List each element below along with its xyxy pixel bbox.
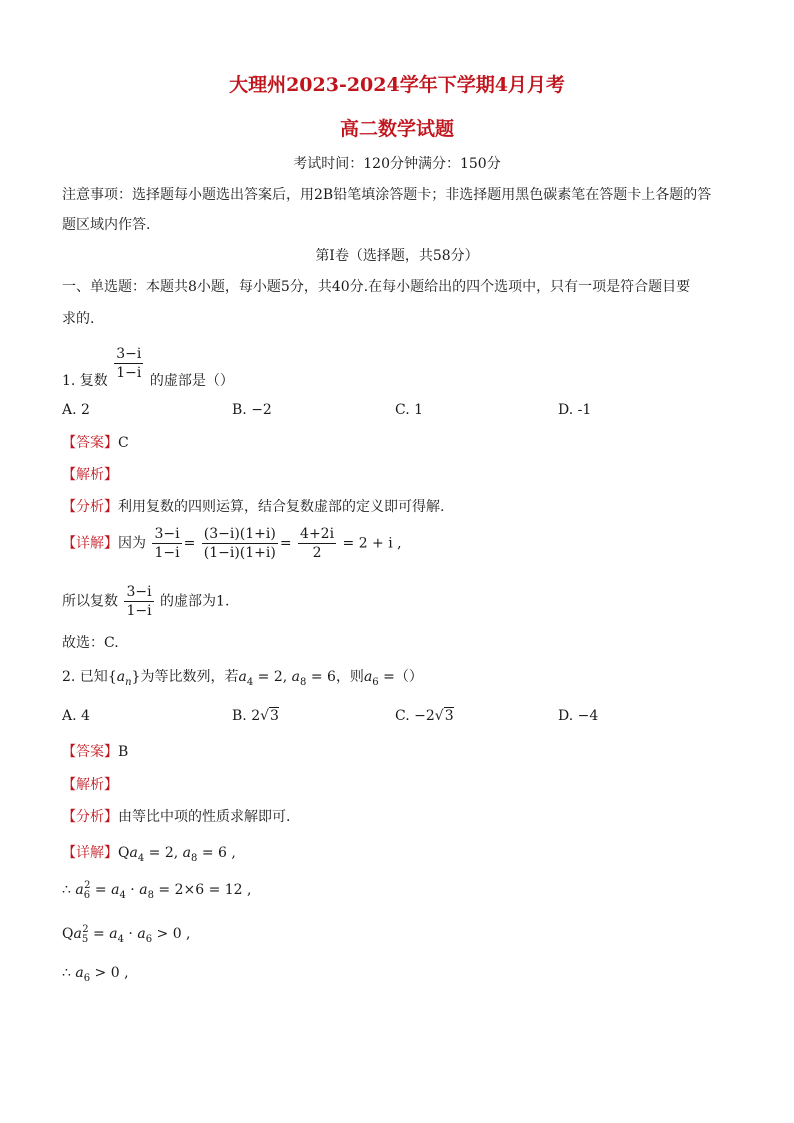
document-page — [62, 0, 722, 1123]
q1-option-b: B. −2 — [232, 402, 272, 418]
q2-analysis-label: 【解析】 — [62, 777, 118, 793]
q1-fraction: $\frac{3-i}{1-i}$ — [116, 346, 142, 381]
q2-fenxi: 【分析】由等比中项的性质求解即可. — [62, 809, 291, 825]
part-title: 第I卷（选择题，共58分） — [315, 248, 479, 264]
q1-conclusion: 所以复数 $\frac{3-i}{1-i}$ 的虚部为1. — [62, 584, 230, 619]
q2-stem: 2. 已知$\{a_n\}$为等比数列，若$a_4 = 2$, $a_8 = 6$，则$a_6$ =（） — [62, 669, 423, 688]
q2-option-b: B. 2√3 — [232, 708, 279, 724]
notice-line-2: 题区域内作答. — [62, 217, 151, 233]
q1-detail: 【详解】因为 $\frac{3-i}{1-i}$ = $\frac{(3-i)(1+i)}{(1-i)(1+i)}$ = $\frac{4+2i}{2}$ = 2 + i , — [62, 526, 402, 561]
q1-option-a: A. 2 — [62, 402, 90, 418]
q1-choose: 故选：C. — [62, 635, 119, 651]
q1-stem: 1. 复数 $\frac{3-i}{1-i}$ 的虚部是（） — [62, 346, 234, 389]
exam-subtitle: 高二数学试题 — [339, 118, 454, 140]
q1-fenxi: 【分析】利用复数的四则运算，结合复数虚部的定义即可得解. — [62, 499, 445, 515]
q2-detail-line-1: 【详解】$Qa_4 = 2$, $a_8 = 6$ , — [62, 845, 236, 864]
q2-option-d: D. −4 — [558, 708, 599, 724]
q2-option-c: C. −2√3 — [395, 708, 454, 724]
q2-detail-line-2: ∴ $a_6^2 = a_4 \cdot a_8 = 2\times 6 = 12$ , — [62, 880, 252, 901]
section-line-2: 求的. — [62, 311, 95, 327]
q2-detail-line-3: $Qa_5^2 = a_4 \cdot a_6 > 0$ , — [62, 924, 191, 945]
q1-answer: 【答案】C — [62, 435, 129, 451]
exam-info: 考试时间：120分钟满分：150分 — [293, 156, 501, 172]
q1-option-c: C. 1 — [395, 402, 424, 418]
notice-line-1: 注意事项：选择题每小题选出答案后，用2B铅笔填涂答题卡；非选择题用黑色碳素笔在答题卡上各题的答 — [62, 187, 712, 203]
q2-detail-line-4: ∴ $a_6 > 0$ , — [62, 965, 129, 984]
exam-title: 大理州2023-2024学年下学期4月月考 — [229, 74, 565, 96]
q1-option-d: D. -1 — [558, 402, 592, 418]
section-line-1: 一、单选题：本题共8小题，每小题5分，共40分.在每小题给出的四个选项中，只有一项是符合题目要 — [62, 279, 691, 295]
q2-option-a: A. 4 — [62, 708, 90, 724]
q2-answer: 【答案】B — [62, 744, 129, 760]
q1-analysis-label: 【解析】 — [62, 467, 118, 483]
